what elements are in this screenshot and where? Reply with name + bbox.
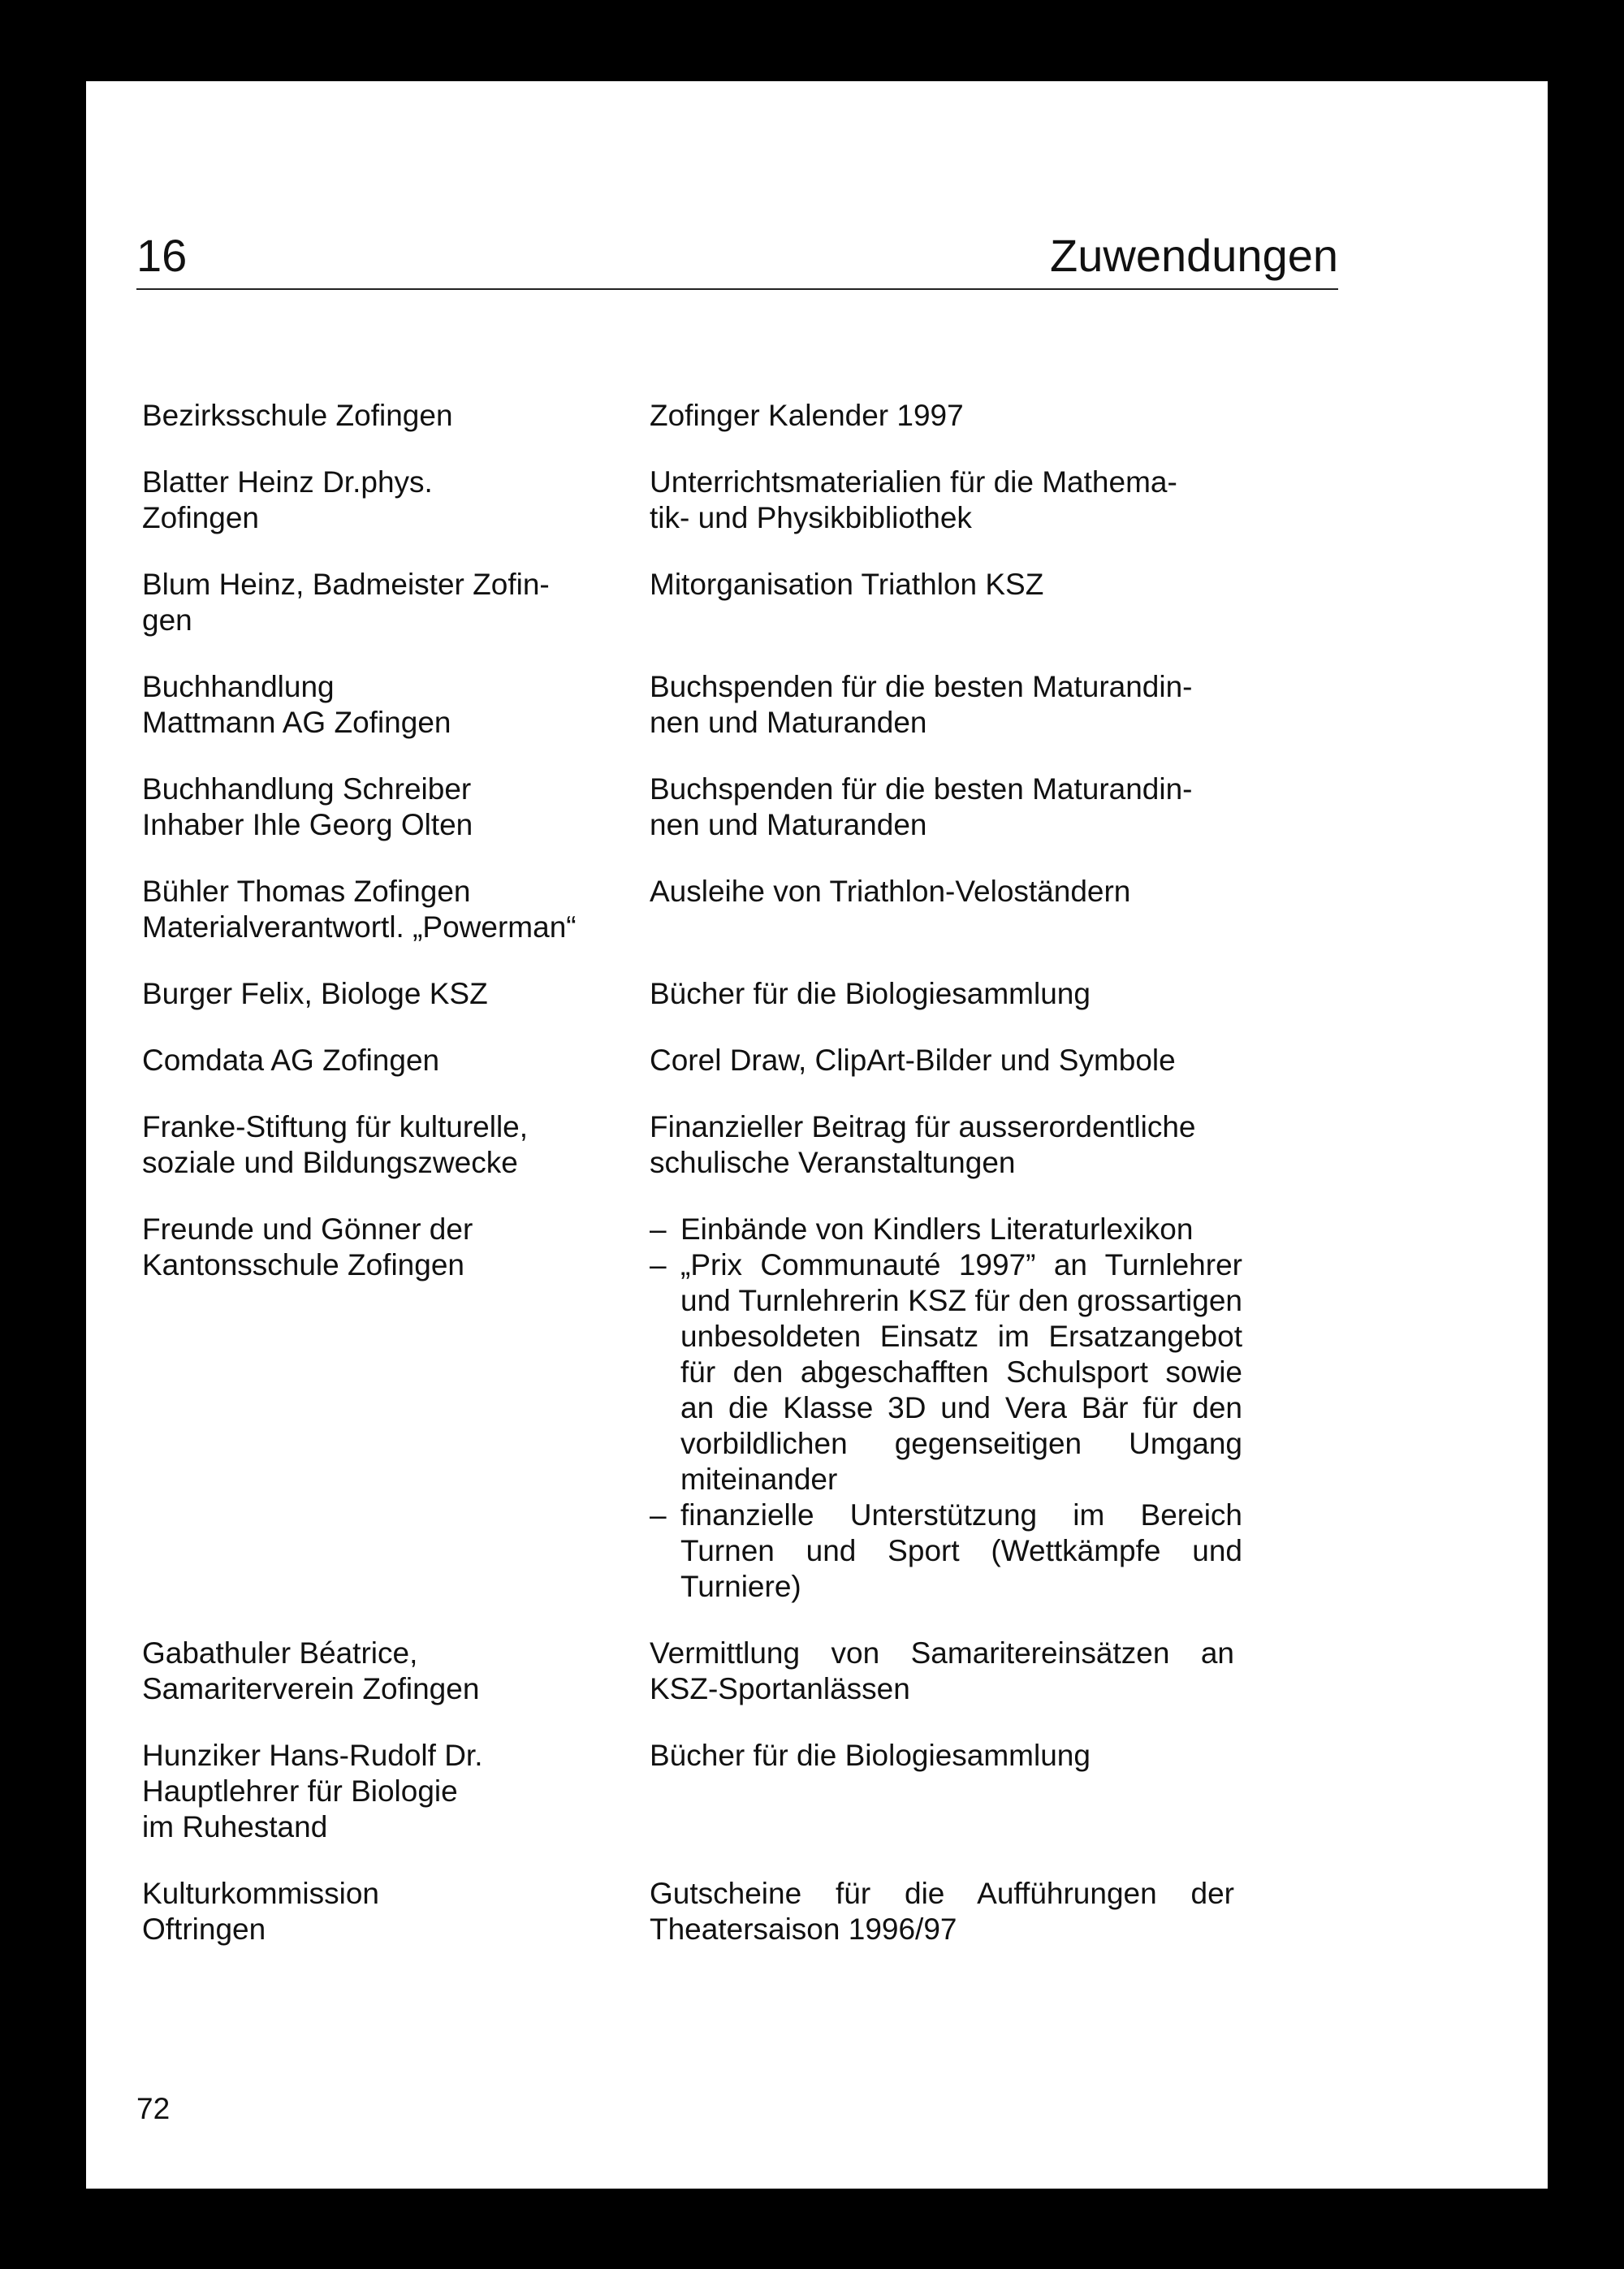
donor-name: Buchhandlung Mattmann AG Zofingen: [142, 670, 451, 739]
donation-description: Ausleihe von Triathlon-Veloständern: [650, 875, 1131, 908]
donor-name: Blatter Heinz Dr.phys. Zofingen: [142, 465, 433, 534]
donation-item: – „Prix Communauté 1997” an Turnlehrer und Turnlehrerin KSZ für den grossartigen unbesoldeten Einsatz im Ersatzangebot für den abgeschafften Schulsport sowie an die Klasse 3D und Vera Bär für den vorbildlichen gegenseitigen Umgang miteinander: [650, 1247, 1242, 1498]
entry-row: [142, 1876, 1315, 1947]
donor-name: Freunde und Gönner der Kantonsschule Zofingen: [142, 1212, 473, 1281]
page-number: 72: [136, 2092, 171, 2125]
donor-name: Franke-Stiftung für kulturelle, soziale und Bildungszwecke: [142, 1110, 529, 1179]
entry-row: [142, 771, 1315, 843]
donor-name: Kulturkommission Oftringen: [142, 1877, 379, 1946]
entry-row: [142, 976, 1315, 1012]
entry-row: [142, 1738, 1315, 1845]
entry-row: [142, 1212, 1315, 1605]
entry-row: [142, 1636, 1315, 1707]
entry-row: [142, 465, 1315, 536]
donor-name: Burger Felix, Biologe KSZ: [142, 977, 488, 1010]
donor-name: Hunziker Hans-Rudolf Dr. Hauptlehrer für Biologie im Ruhestand: [142, 1739, 483, 1843]
donor-name: Buchhandlung Schreiber Inhaber Ihle Georg Olten: [142, 772, 473, 841]
chapter-number: 16: [136, 230, 188, 281]
page-header: [136, 150, 1338, 290]
donation-description: Corel Draw, ClipArt-Bilder und Symbole: [650, 1044, 1176, 1077]
entry-row: [142, 1043, 1315, 1078]
donation-item: – finanzielle Unterstützung im Bereich Turnen und Sport (Wettkämpfe und Turniere): [650, 1498, 1242, 1605]
donation-description: Unterrichtsmaterialien für die Mathema- tik- und Physikbibliothek: [650, 465, 1177, 534]
entry-row: [142, 1109, 1315, 1181]
donation-description: Finanzieller Beitrag für ausserordentliche schulische Veranstaltungen: [650, 1110, 1196, 1179]
donation-item-list: [650, 1212, 1242, 1605]
donor-name: Comdata AG Zofingen: [142, 1044, 440, 1077]
donor-name: Bühler Thomas Zofingen Materialverantwortl. „Powerman“: [142, 875, 577, 944]
donation-description: Gutscheine für die Aufführungen der Theatersaison 1996/97: [650, 1877, 1234, 1946]
donation-description: Bücher für die Biologiesammlung: [650, 977, 1091, 1010]
donor-name: Blum Heinz, Badmeister Zofin- gen: [142, 568, 550, 637]
entry-row: [142, 567, 1315, 638]
donation-description: Mitorganisation Triathlon KSZ: [650, 568, 1044, 601]
donation-description: Vermittlung von Samaritereinsätzen an KSZ-Sportanlässen: [650, 1636, 1234, 1705]
donation-item: – Einbände von Kindlers Literaturlexikon: [650, 1212, 1242, 1247]
donation-description: Buchspenden für die besten Maturandin- nen und Maturanden: [650, 772, 1193, 841]
entry-row: [142, 874, 1315, 945]
entry-row: [142, 398, 1315, 434]
donation-description: Bücher für die Biologiesammlung: [650, 1739, 1091, 1772]
entry-row: [142, 669, 1315, 741]
donation-list: [142, 398, 1315, 1978]
donor-name: Bezirksschule Zofingen: [142, 399, 453, 432]
donor-name: Gabathuler Béatrice, Samariterverein Zofingen: [142, 1636, 480, 1705]
donation-description: Buchspenden für die besten Maturandin- nen und Maturanden: [650, 670, 1193, 739]
chapter-title: Zuwendungen: [1050, 230, 1338, 281]
donation-description: Zofinger Kalender 1997: [650, 399, 964, 432]
